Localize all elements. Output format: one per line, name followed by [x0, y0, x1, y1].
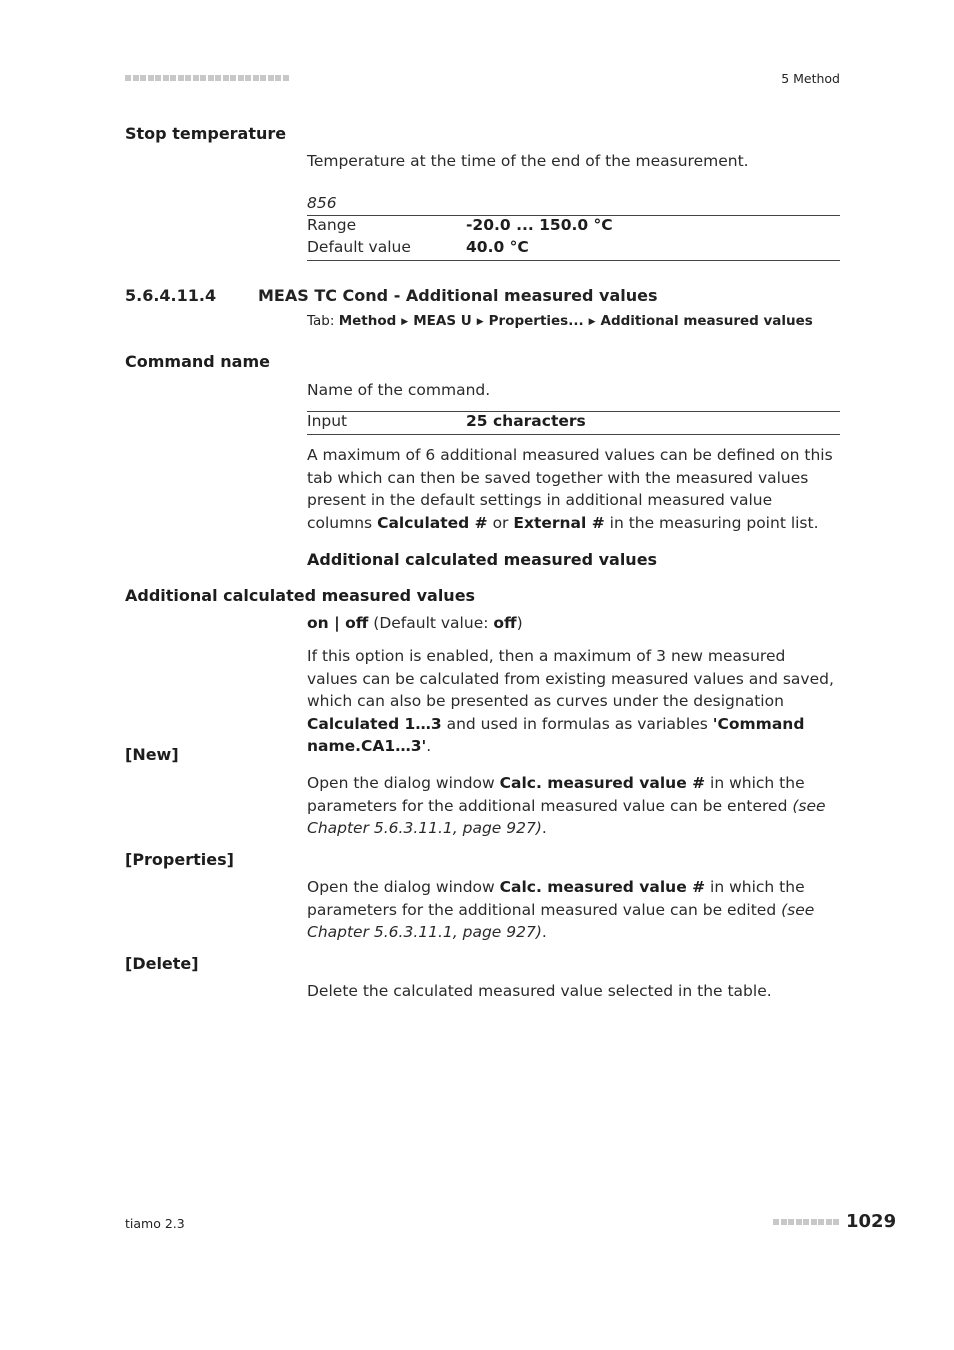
calc-param-values: on | off (Default value: off): [307, 614, 523, 632]
command-name-description: Name of the command.: [307, 381, 491, 399]
subheading: Additional calculated measured values: [307, 550, 658, 569]
new-button-title: [New]: [125, 745, 179, 764]
intro-paragraph: A maximum of 6 additional measured values can be defined on this tab which can then be saved together with the measured values present in the default settings in additional measured value columns Calculated # or External # in the measuring point list.: [307, 446, 833, 532]
tab-path: [307, 313, 813, 329]
chapter-reference: (see Chapter 5.6.3.11.1, page 927): [307, 796, 826, 837]
tab-path-item: Additional measured values: [600, 313, 813, 329]
table-rule: [307, 260, 840, 261]
properties-button-description: Open the dialog window Calc. measured value # in which the parameters for the additional measured value can be edited (see Chapter 5.6.3.11.1, page 927).: [307, 878, 815, 941]
input-label: Input: [307, 412, 348, 430]
default-value: 40.0 °C: [466, 238, 529, 256]
command-name-title: Command name: [125, 352, 270, 371]
range-value: -20.0 ... 150.0 °C: [466, 216, 613, 234]
default-row: [307, 238, 529, 256]
chapter-label: 5 Method: [781, 71, 840, 86]
input-row: [307, 412, 586, 430]
header-decoration: [125, 75, 289, 81]
chapter-reference: (see Chapter 5.6.3.11.1, page 927): [307, 900, 815, 941]
device-label: 856: [307, 194, 337, 212]
properties-button-title: [Properties]: [125, 850, 234, 869]
delete-button-title: [Delete]: [125, 954, 199, 973]
input-value: 25 characters: [466, 412, 586, 430]
tab-path-item: Method: [338, 313, 397, 329]
new-button-description: Open the dialog window Calc. measured value # in which the parameters for the additional measured value can be entered (see Chapter 5.6.3.11.1, page 927).: [307, 774, 826, 837]
section-number: 5.6.4.11.4: [125, 286, 217, 305]
calc-param-description: If this option is enabled, then a maximum of 3 new measured values can be calculated from existing measured values and saved, which can also be presented as curves under the designation Calculated 1…3 and used in formulas as variables 'Command name.CA1…3'.: [307, 647, 834, 755]
footer-decoration: [773, 1219, 839, 1225]
tab-prefix: Tab:: [307, 313, 335, 329]
range-label: Range: [307, 216, 357, 234]
stop-temperature-description: Temperature at the time of the end of the measurement.: [307, 152, 749, 170]
table-rule: [307, 434, 840, 435]
stop-temperature-title: Stop temperature: [125, 124, 287, 143]
product-label: tiamo 2.3: [125, 1216, 185, 1231]
triangle-right-icon: ▶: [476, 317, 484, 327]
delete-button-description: Delete the calculated measured value selected in the table.: [307, 982, 772, 1000]
tab-path-item: MEAS U: [413, 313, 472, 329]
page-number: 1029: [846, 1211, 897, 1232]
triangle-right-icon: ▶: [588, 317, 596, 327]
section-title: MEAS TC Cond - Additional measured values: [258, 286, 658, 305]
tab-path-item: Properties...: [488, 313, 584, 329]
triangle-right-icon: ▶: [401, 317, 409, 327]
range-row: [307, 216, 613, 234]
default-label: Default value: [307, 238, 411, 256]
calc-param-title: Additional calculated measured values: [125, 586, 476, 605]
